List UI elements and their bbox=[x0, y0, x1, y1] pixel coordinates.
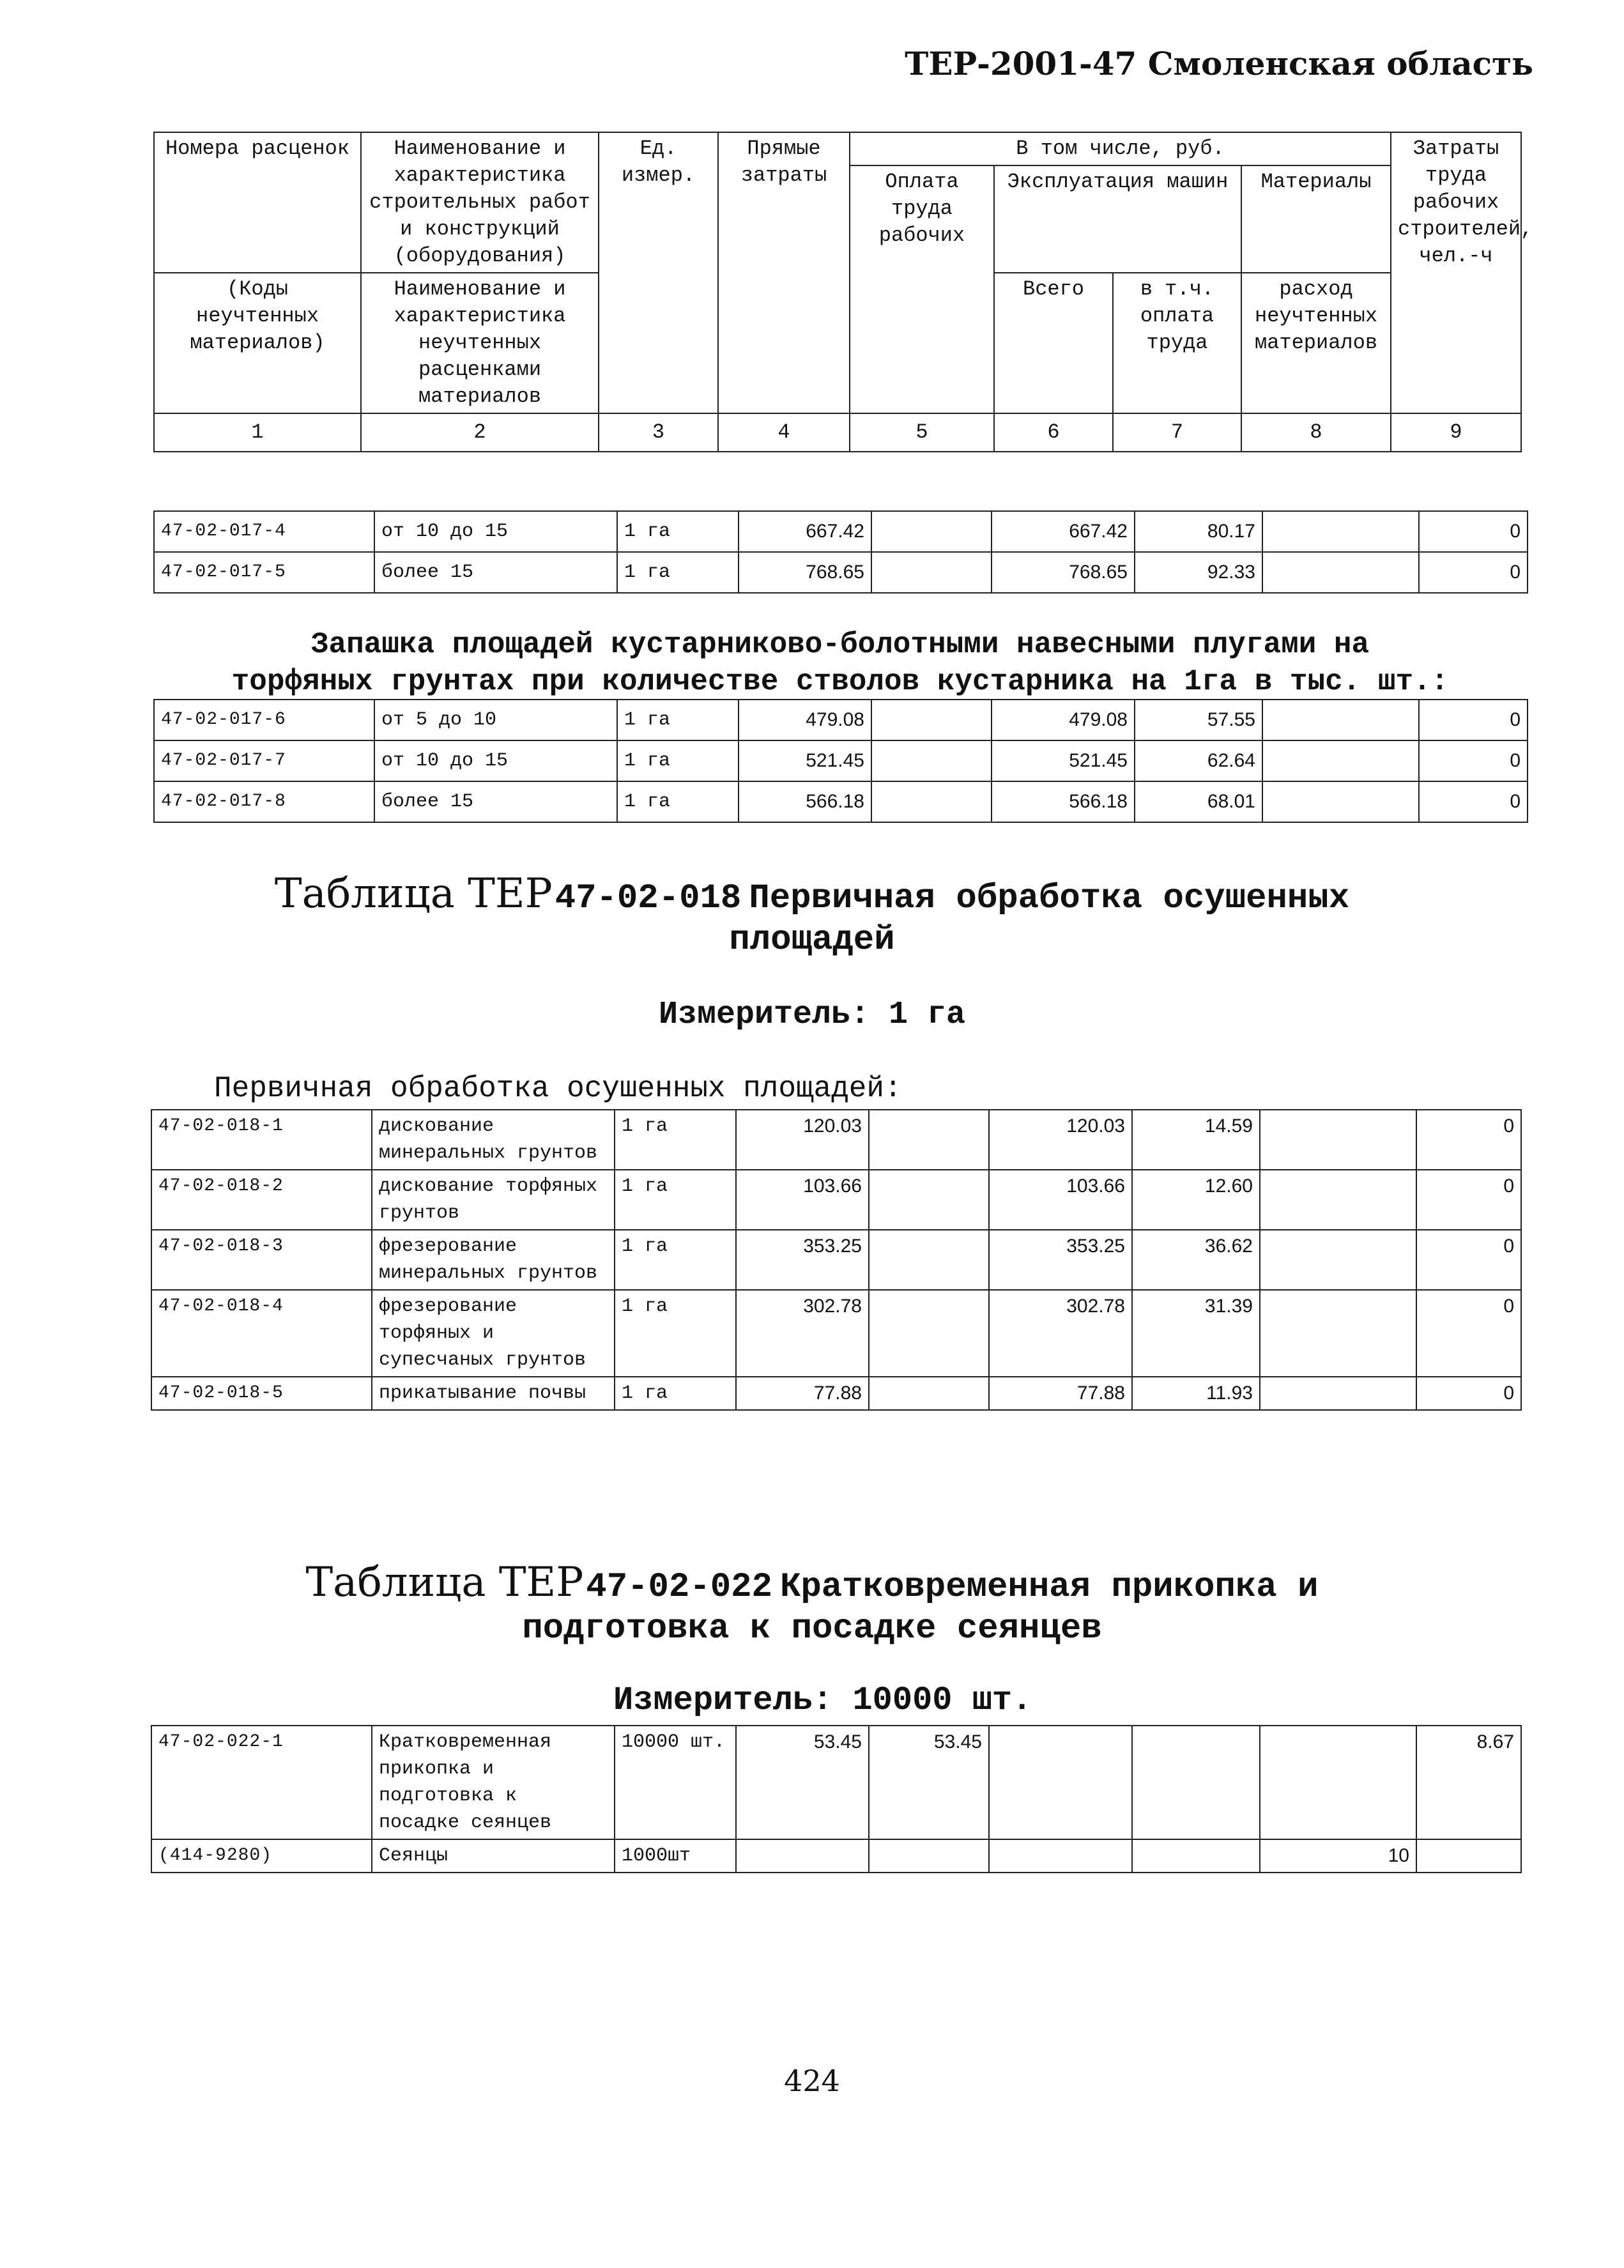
table-title-text-2: подготовка к посадке сеянцев bbox=[522, 1609, 1102, 1648]
materials bbox=[1260, 1726, 1416, 1839]
header-machines-total: Всего bbox=[994, 273, 1113, 413]
labor-pay bbox=[871, 511, 992, 552]
header-unit: Ед. измер. bbox=[599, 132, 718, 413]
direct-costs: 53.45 bbox=[736, 1726, 869, 1839]
labor-hours: 0 bbox=[1419, 781, 1528, 822]
rate-name: от 5 до 10 bbox=[374, 700, 617, 740]
direct-costs bbox=[736, 1839, 869, 1873]
machines-total: 353.25 bbox=[989, 1230, 1132, 1290]
unit-of-measure: Измеритель: 1 га bbox=[658, 997, 966, 1033]
header-unaccounted-materials: Наименование и характеристика неучтенных расценками материалов bbox=[361, 273, 599, 413]
direct-costs: 353.25 bbox=[736, 1230, 869, 1290]
rate-unit: 1 га bbox=[617, 740, 739, 781]
labor-hours: 0 bbox=[1416, 1377, 1521, 1410]
rate-unit: 1 га bbox=[615, 1290, 736, 1377]
rate-name: дискование торфяных грунтов bbox=[372, 1170, 615, 1230]
table-row bbox=[154, 781, 1528, 822]
rate-code: 47-02-018-5 bbox=[151, 1377, 372, 1410]
header-codes: Номера расценок bbox=[154, 132, 361, 273]
rates-table-022 bbox=[151, 1725, 1522, 1873]
table-row bbox=[154, 511, 1528, 552]
rate-unit: 10000 шт. bbox=[615, 1726, 736, 1839]
direct-costs: 302.78 bbox=[736, 1290, 869, 1377]
rate-unit: 1 га bbox=[615, 1377, 736, 1410]
rate-code: 47-02-022-1 bbox=[151, 1726, 372, 1839]
column-number: 9 bbox=[1391, 413, 1521, 452]
table-title-text-2: площадей bbox=[729, 921, 895, 960]
materials bbox=[1262, 511, 1419, 552]
table-title-code: 47-02-022 bbox=[586, 1568, 772, 1607]
direct-costs: 77.88 bbox=[736, 1377, 869, 1410]
labor-hours: 0 bbox=[1416, 1170, 1521, 1230]
rate-name: фрезерование торфяных и супесчаных грунтов bbox=[372, 1290, 615, 1377]
rate-name: Кратковременная прикопка и подготовка к посадке сеянцев bbox=[372, 1726, 615, 1839]
labor-pay bbox=[871, 700, 992, 740]
table-title-prefix: Таблица ТЕР bbox=[305, 1559, 584, 1606]
labor-pay bbox=[869, 1839, 989, 1873]
table-row bbox=[151, 1290, 1521, 1377]
rate-unit: 1 га bbox=[617, 700, 739, 740]
labor-hours: 8.67 bbox=[1416, 1726, 1521, 1839]
labor-hours: 0 bbox=[1416, 1110, 1521, 1170]
table-title-prefix: Таблица ТЕР bbox=[274, 870, 553, 917]
rate-code: 47-02-017-8 bbox=[154, 781, 374, 822]
rate-code: 47-02-017-5 bbox=[154, 552, 374, 593]
header-materials: Материалы bbox=[1241, 165, 1391, 273]
unit-of-measure: Измеритель: 10000 шт. bbox=[613, 1682, 1032, 1719]
table-row bbox=[151, 1110, 1521, 1170]
labor-hours: 0 bbox=[1419, 740, 1528, 781]
column-header-table bbox=[153, 132, 1533, 452]
section-heading-line: торфяных грунтах при количестве стволов кустарника на 1га в тыс. шт.: bbox=[231, 665, 1449, 698]
table-title-018 bbox=[0, 870, 1624, 960]
table-title-code: 47-02-018 bbox=[555, 879, 742, 918]
column-number: 1 bbox=[154, 413, 361, 452]
labor-pay bbox=[871, 781, 992, 822]
labor-pay bbox=[871, 552, 992, 593]
labor-pay bbox=[871, 740, 992, 781]
section-heading-line: Запашка площадей кустарниково-болотными навесными плугами на bbox=[310, 628, 1370, 661]
header-machines-labor: в т.ч. оплата труда bbox=[1113, 273, 1241, 413]
machines-labor: 14.59 bbox=[1132, 1110, 1260, 1170]
column-number: 7 bbox=[1113, 413, 1241, 452]
header-labor-pay: Оплата труда рабочих bbox=[850, 165, 994, 413]
rate-name: от 10 до 15 bbox=[374, 740, 617, 781]
machines-total: 103.66 bbox=[989, 1170, 1132, 1230]
material-code: (414-9280) bbox=[151, 1839, 372, 1873]
machines-total: 768.65 bbox=[992, 552, 1135, 593]
rate-code: 47-02-017-7 bbox=[154, 740, 374, 781]
machines-labor: 12.60 bbox=[1132, 1170, 1260, 1230]
labor-hours bbox=[1416, 1839, 1521, 1873]
column-number: 4 bbox=[718, 413, 850, 452]
materials bbox=[1260, 1170, 1416, 1230]
table-row bbox=[154, 740, 1528, 781]
rates-table-017-b bbox=[153, 699, 1528, 823]
header-labor-hours: Затраты труда рабочих строителей, чел.-ч bbox=[1391, 132, 1521, 413]
materials bbox=[1262, 552, 1419, 593]
machines-labor: 62.64 bbox=[1135, 740, 1262, 781]
machines-labor: 11.93 bbox=[1132, 1377, 1260, 1410]
rate-code: 47-02-017-4 bbox=[154, 511, 374, 552]
column-number: 6 bbox=[994, 413, 1113, 452]
machines-total: 77.88 bbox=[989, 1377, 1132, 1410]
rate-name: более 15 bbox=[374, 781, 617, 822]
machines-labor: 68.01 bbox=[1135, 781, 1262, 822]
labor-hours: 0 bbox=[1416, 1230, 1521, 1290]
rate-code: 47-02-017-6 bbox=[154, 700, 374, 740]
material-unit: 1000шт bbox=[615, 1839, 736, 1873]
materials bbox=[1262, 781, 1419, 822]
header-machines: Эксплуатация машин bbox=[994, 165, 1241, 273]
machines-labor: 57.55 bbox=[1135, 700, 1262, 740]
labor-pay: 53.45 bbox=[869, 1726, 989, 1839]
direct-costs: 667.42 bbox=[739, 511, 871, 552]
rate-unit: 1 га bbox=[615, 1170, 736, 1230]
table-title-text: Кратковременная прикопка и bbox=[779, 1568, 1319, 1607]
table-title-text: Первичная обработка осушенных bbox=[749, 879, 1350, 918]
rate-code: 47-02-018-2 bbox=[151, 1170, 372, 1230]
labor-pay bbox=[869, 1110, 989, 1170]
machines-labor: 92.33 bbox=[1135, 552, 1262, 593]
machines-total: 302.78 bbox=[989, 1290, 1132, 1377]
materials bbox=[1262, 740, 1419, 781]
rate-unit: 1 га bbox=[617, 781, 739, 822]
column-number: 2 bbox=[361, 413, 599, 452]
header-including: В том числе, руб. bbox=[850, 132, 1391, 165]
direct-costs: 768.65 bbox=[739, 552, 871, 593]
machines-total: 120.03 bbox=[989, 1110, 1132, 1170]
table-row bbox=[151, 1170, 1521, 1230]
machines-total: 521.45 bbox=[992, 740, 1135, 781]
machines-labor: 31.39 bbox=[1132, 1290, 1260, 1377]
materials bbox=[1260, 1110, 1416, 1170]
direct-costs: 566.18 bbox=[739, 781, 871, 822]
table-row bbox=[151, 1726, 1521, 1839]
table-row bbox=[151, 1839, 1521, 1873]
rate-code: 47-02-018-4 bbox=[151, 1290, 372, 1377]
material-consumption: 10 bbox=[1260, 1839, 1416, 1873]
header-name: Наименование и характеристика строительных работ и конструкций (оборудования) bbox=[361, 132, 599, 273]
labor-pay bbox=[869, 1377, 989, 1410]
rate-name: от 10 до 15 bbox=[374, 511, 617, 552]
header-material-codes: (Коды неучтенных материалов) bbox=[154, 273, 361, 413]
rate-name: фрезерование минеральных грунтов bbox=[372, 1230, 615, 1290]
section-heading-primary-treatment: Первичная обработка осушенных площадей: bbox=[214, 1072, 902, 1105]
labor-pay bbox=[869, 1230, 989, 1290]
rate-name: прикатывание почвы bbox=[372, 1377, 615, 1410]
rate-code: 47-02-018-3 bbox=[151, 1230, 372, 1290]
machines-total: 566.18 bbox=[992, 781, 1135, 822]
labor-hours: 0 bbox=[1416, 1290, 1521, 1377]
direct-costs: 103.66 bbox=[736, 1170, 869, 1230]
rate-unit: 1 га bbox=[617, 552, 739, 593]
direct-costs: 120.03 bbox=[736, 1110, 869, 1170]
table-row bbox=[154, 552, 1528, 593]
labor-pay bbox=[869, 1290, 989, 1377]
rate-name: дискование минеральных грунтов bbox=[372, 1110, 615, 1170]
rate-unit: 1 га bbox=[615, 1230, 736, 1290]
column-number: 8 bbox=[1241, 413, 1391, 452]
machines-total bbox=[989, 1726, 1132, 1839]
materials bbox=[1262, 700, 1419, 740]
materials bbox=[1260, 1230, 1416, 1290]
machines-labor: 36.62 bbox=[1132, 1230, 1260, 1290]
labor-hours: 0 bbox=[1419, 511, 1528, 552]
page-header: ТЕР-2001-47 Смоленская область bbox=[905, 45, 1533, 82]
materials bbox=[1260, 1290, 1416, 1377]
header-direct-costs: Прямые затраты bbox=[718, 132, 850, 413]
section-heading-plowing bbox=[153, 626, 1527, 700]
page-number: 424 bbox=[784, 2064, 840, 2098]
rates-table-018 bbox=[151, 1109, 1522, 1411]
machines-labor bbox=[1132, 1839, 1260, 1873]
direct-costs: 521.45 bbox=[739, 740, 871, 781]
column-number: 3 bbox=[599, 413, 718, 452]
machines-total: 667.42 bbox=[992, 511, 1135, 552]
labor-pay bbox=[869, 1170, 989, 1230]
machines-labor bbox=[1132, 1726, 1260, 1839]
machines-total bbox=[989, 1839, 1132, 1873]
machines-total: 479.08 bbox=[992, 700, 1135, 740]
labor-hours: 0 bbox=[1419, 552, 1528, 593]
rate-unit: 1 га bbox=[615, 1110, 736, 1170]
header-material-consumption: расход неучтенных материалов bbox=[1241, 273, 1391, 413]
table-row bbox=[151, 1230, 1521, 1290]
machines-labor: 80.17 bbox=[1135, 511, 1262, 552]
material-name: Сеянцы bbox=[372, 1839, 615, 1873]
rates-table-017-a bbox=[153, 510, 1528, 594]
rate-unit: 1 га bbox=[617, 511, 739, 552]
column-number: 5 bbox=[850, 413, 994, 452]
table-row bbox=[151, 1377, 1521, 1410]
table-title-022 bbox=[0, 1559, 1624, 1648]
rate-code: 47-02-018-1 bbox=[151, 1110, 372, 1170]
rate-name: более 15 bbox=[374, 552, 617, 593]
direct-costs: 479.08 bbox=[739, 700, 871, 740]
labor-hours: 0 bbox=[1419, 700, 1528, 740]
materials bbox=[1260, 1377, 1416, 1410]
table-row bbox=[154, 700, 1528, 740]
